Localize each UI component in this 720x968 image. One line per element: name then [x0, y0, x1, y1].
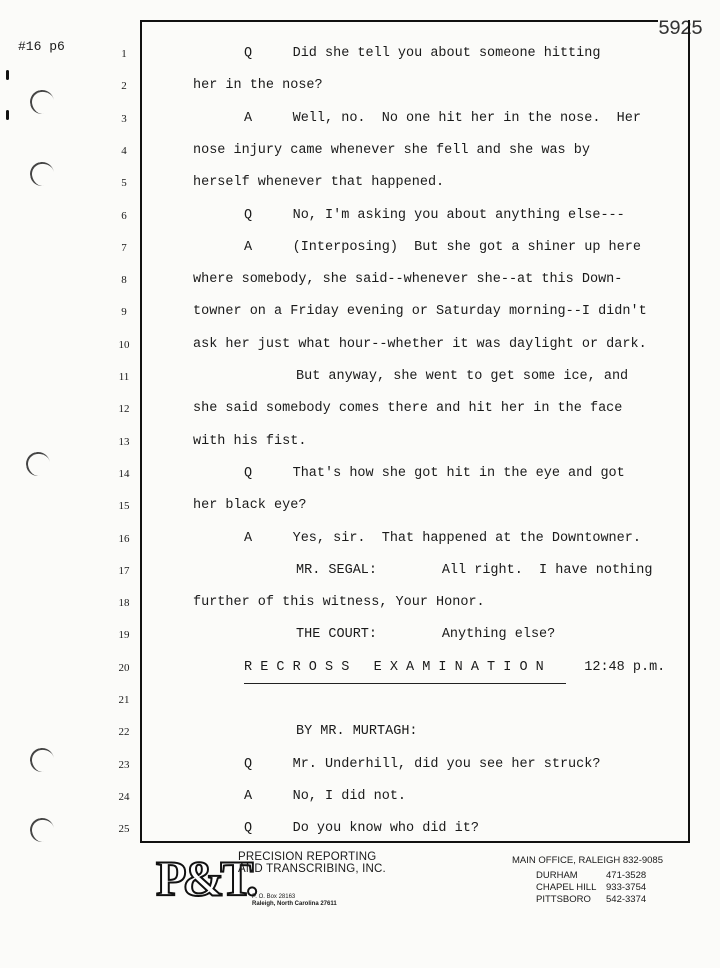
line-number: 16 — [118, 532, 130, 545]
line-number: 4 — [121, 144, 127, 157]
office-city: CHAPEL HILL — [536, 882, 597, 893]
office-city: PITTSBORO — [536, 894, 591, 905]
company-logo: P&T. — [156, 850, 255, 906]
transcript-line: A (Interposing) But she got a shiner up here — [244, 239, 641, 255]
punch-hole — [24, 450, 52, 478]
line-number: 3 — [121, 112, 127, 125]
line-number: 20 — [118, 661, 130, 674]
transcript-line: THE COURT: Anything else? — [296, 627, 556, 643]
transcript-line: towner on a Friday evening or Saturday morning--I didn't — [193, 304, 647, 320]
transcript-line: R E C R O S S E X A M I N A T I O N 12:48 p.m. — [244, 659, 666, 675]
line-number: 13 — [118, 435, 130, 448]
line-number: 14 — [118, 467, 130, 480]
line-number: 11 — [118, 371, 130, 383]
transcript-line: she said somebody comes there and hit her in the face — [193, 401, 623, 417]
office-city: DURHAM — [536, 870, 578, 881]
line-number: 5 — [121, 177, 127, 190]
transcript-line: her black eye? — [193, 498, 307, 514]
company-address-line1: P. O. Box 28163 — [252, 894, 296, 900]
line-number: 24 — [118, 790, 130, 803]
edge-mark — [6, 70, 9, 80]
transcript-line: ask her just what hour--whether it was daylight or dark. — [193, 336, 647, 352]
punch-hole — [28, 160, 56, 188]
transcript-line: BY MR. MURTAGH: — [296, 724, 418, 740]
line-number: 19 — [118, 629, 130, 642]
page-tag: #16 p6 — [18, 39, 65, 54]
edge-mark — [6, 110, 9, 120]
office-phone: 471-3528 — [606, 870, 647, 881]
line-number: 18 — [118, 597, 130, 610]
line-number: 17 — [118, 564, 130, 577]
transcript-line: A No, I did not. — [244, 788, 407, 804]
line-number: 15 — [118, 500, 130, 513]
transcript-line: her in the nose? — [193, 78, 323, 94]
transcript-line: MR. SEGAL: All right. I have nothing — [296, 562, 653, 578]
transcript-line: Q Did she tell you about someone hitting — [244, 46, 601, 61]
line-number: 12 — [118, 403, 130, 416]
transcript-line: where somebody, she said--whenever she--at this Down- — [193, 272, 623, 288]
line-number: 2 — [121, 80, 127, 93]
transcript-line: Q No, I'm asking you about anything else--- — [244, 207, 625, 223]
punch-hole — [28, 816, 56, 844]
transcript-line: nose injury came whenever she fell and she was by — [193, 142, 590, 158]
transcript-line: But anyway, she went to get some ice, and — [296, 369, 629, 384]
office-phone: 933-3754 — [606, 882, 647, 893]
line-number: 22 — [118, 726, 130, 739]
company-address-line2: Raleigh, North Carolina 27611 — [252, 901, 337, 907]
transcript-line: A Yes, sir. That happened at the Downtowner. — [244, 530, 641, 546]
margin-line-top — [140, 20, 658, 22]
line-number: 21 — [118, 694, 130, 706]
transcript-line: herself whenever that happened. — [193, 175, 445, 191]
office-phone: 542-3374 — [606, 894, 647, 905]
section-underline — [244, 683, 566, 684]
main-office: MAIN OFFICE, RALEIGH 832-9085 — [512, 855, 663, 866]
margin-line-bottom — [140, 841, 690, 843]
line-number: 1 — [121, 48, 127, 60]
line-number: 25 — [118, 823, 130, 836]
company-name-line1: PRECISION REPORTING — [238, 851, 377, 863]
line-number: 9 — [121, 306, 127, 319]
transcript-line: Q That's how she got hit in the eye and got — [244, 465, 625, 481]
line-number: 23 — [118, 758, 130, 771]
transcript-line: Q Do you know who did it? — [244, 821, 479, 837]
company-name-line2: AND TRANSCRIBING, INC. — [238, 863, 386, 875]
transcript-line: further of this witness, Your Honor. — [193, 595, 485, 611]
line-number: 8 — [121, 274, 127, 287]
punch-hole — [28, 88, 56, 116]
line-number: 6 — [121, 209, 127, 222]
punch-hole — [28, 746, 56, 774]
transcript-line: A Well, no. No one hit her in the nose. Her — [244, 110, 641, 126]
margin-line-right — [688, 20, 690, 842]
transcript-line: Q Mr. Underhill, did you see her struck? — [244, 756, 601, 772]
margin-line-left — [140, 20, 142, 842]
transcript-line: with his fist. — [193, 433, 307, 449]
line-number: 10 — [118, 338, 130, 351]
line-number: 7 — [121, 241, 127, 254]
page-number: 5925 — [658, 18, 703, 41]
